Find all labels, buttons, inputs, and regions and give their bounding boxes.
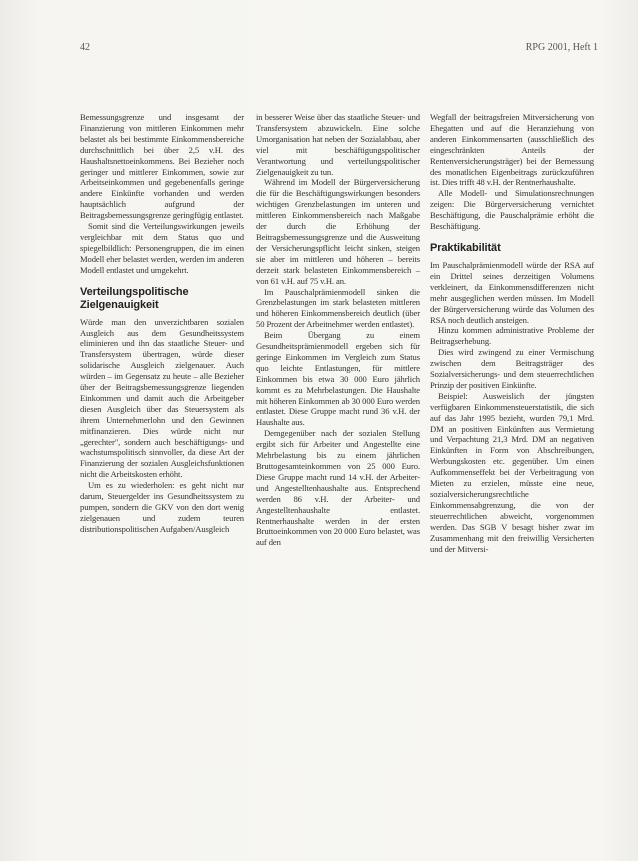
section-heading: Verteilungspolitische Zielgenauigkeit [80, 285, 189, 311]
paragraph: Würde man den unverzichtbaren sozialen Ausgleich aus dem Gesundheitssystem eliminieren und ihn das staatliche Steuer- und Transfersystem übertragen, würde dieser solidarische Ausgleich zielgenauer. Auch würden – im Gegensatz zu heute – alle Bezieher über der Beitragsbemessungsgrenze liegenden Einkommen und damit auch die Arbeitgeber diesen Ausgleich über das Steuersystem als ihrem Unternehmerlohn und den Gewinnen mitfinanzieren. Dies würde nicht nur „gerechter", sondern auch beschäftigungs- und wachstumspolitisch sinnvoller, da diese Art der Finanzierung der sozialen Ausgleichsfunktionen nicht die Arbeitskosten erhöht. [80, 316, 244, 480]
paragraph: Bemessungsgrenze und insgesamt der Finanzierung von mittleren Einkommen mehr belastet als bei bestimmte Einkommensbereiche durchschnittlich bei über 2,5 v.H. des Haushaltsnettoeinkommens. Bei Bezieher noch geringer und mittlerer Einkommen, sowie zur Arbeitseinkommen und gegebenenfalls geringe andere Einkünfte vorhanden und werden hauptsächlich aufgrund der Beitragsbemessungsgrenze geringfügig entlastet. [80, 112, 244, 221]
page-header [80, 42, 598, 56]
page-number: 42 [80, 42, 90, 53]
text-column-middle [256, 112, 420, 548]
paragraph: Beim Übergang zu einem Gesundheitsprämienmodell ergeben sich für geringe Einkommen im Vergleich zum Status quo leichte Entlastungen, für mittlere Einkommen bis etwa 30 000 Euro jährlich kommt es zu Mehrbelastungen. Die Haushalte mit höheren Einkommen ab 30 000 Euro werden entlastet. Diese Gruppe macht rund 36 v.H. der Haushalte aus. [256, 330, 420, 428]
paragraph: Beispiel: Ausweislich der jüngsten verfügbaren Einkommensteuerstatistik, die sich auf das Jahr 1995 bezieht, wurden 79,1 Mrd. DM an positiven Einkünften aus Vermietung und Verpachtung 21,3 Mrd. DM an negativen Einkünften in Form von Abschreibungen, Werbungskosten etc. gegenüber. Um einen Aufkommenseffekt bei der Verbeitragung von Mieten zu erzielen, müsste eine neue, sozialversicherungsrechtliche Einkommensabgrenzung, die von der steuerrechtlichen abweicht, vorgenommen werden. Das SGB V besagt bisher zwar im Zusammenhang mit den freiwillig Versicherten und der Mitversi- [430, 390, 594, 554]
paragraph: Dies wird zwingend zu einer Vermischung zwischen dem Beitragsträger des Sozialversicherungs- und dem steuerrechtlichen Prinzip der positiven Einkünfte. [430, 347, 594, 390]
section-heading: Praktikabilität [430, 241, 501, 254]
paragraph: in besserer Weise über das staatliche Steuer- und Transfersystem abzuwickeln. Eine solche Umorganisation hat neben der Sozialabbau, aber viel mit beschäftigungspolitischer Verantwortung und verteilungspolitischer Zielgenauigkeit zu tun. [256, 112, 420, 177]
paragraph: Hinzu kommen administrative Probleme der Beitragserhebung. [430, 325, 594, 347]
paragraph: Demgegenüber nach der sozialen Stellung ergibt sich für Arbeiter und Angestellte eine Mehrbelastung bis zu einem jährlichen Bruttogesamteinkommen von 25 000 Euro. Diese Gruppe macht rund 14 v.H. der Arbeiter- und Angestelltenhaushalte aus. Entsprechend werden 86 v.H. der Arbeiter- und Angestelltenhaushalte entlastet. Rentnerhaushalte werden in der ersten Bruttoeinkommen von 20 000 Euro belastet, was auf den [256, 428, 420, 548]
paragraph: Alle Modell- und Simulationsrechnungen zeigen: Die Bürgerversicherung vernichtet Beschäftigung, die Pauschalprämie erhöht die Beschäftigung. [430, 188, 594, 232]
paragraph: Um es zu wiederholen: es geht nicht nur darum, Steuergelder ins Gesundheitssystem zu pumpen, sondern die GKV von den dort wenig zielgenauen und zudem teuren distributionspolitischen Aufgaben/Ausgleich [80, 480, 244, 534]
paragraph: Während im Modell der Bürgerversicherung die für die Beschäftigungswirkungen besonders wichtigen Grenzbelastungen im unteren und mittleren Einkommensbereich nach Maßgabe der durch die Erhöhung der Beitragsbemessungsgrenze und die Ausweitung der Versicherungspflicht leicht sinken, steigen sie aber im mittleren und höheren – bereits derzeit stark belasteten Einkommensbereich – von 61 v.H. auf 75 v.H. an. [256, 177, 420, 286]
paragraph: Im Pauschalprämienmodell sinken die Grenzbelastungen im stark belasteten mittleren und höheren Einkommensbereich deutlich (über 50 Prozent der Arbeitnehmer werden entlastet). [256, 286, 420, 330]
paragraph: Im Pauschalprämienmodell würde der RSA auf ein Drittel seines derzeitigen Volumens verkleinert, da Einkommensdifferenzen nicht mehr ausgeglichen werden müssen. Im Modell der Bürgerversicherung würde das Volumen des RSA noch deutlich ansteigen. [430, 259, 594, 325]
paragraph: Wegfall der beitragsfreien Mitversicherung von Ehegatten und auf die Heranziehung von anderen Einkommensarten (ausschließlich des eingeschränkten Anteils der Rentenversicherungsträger) bei der Bemessung des monatlichen Eigenbeitrags zurückzuführen ist. Dies trifft 48 v.H. der Rentnerhaushalte. [430, 112, 594, 188]
paragraph: Somit sind die Verteilungswirkungen jeweils vergleichbar mit dem Status quo und spiegelbildlich: Personengruppen, die im einen Modell eher belastet werden, werden im anderen Modell entlastet und umgekehrt. [80, 221, 244, 275]
journal-reference: RPG 2001, Heft 1 [525, 42, 598, 53]
text-column-right [430, 112, 594, 554]
text-column-left [80, 112, 244, 535]
